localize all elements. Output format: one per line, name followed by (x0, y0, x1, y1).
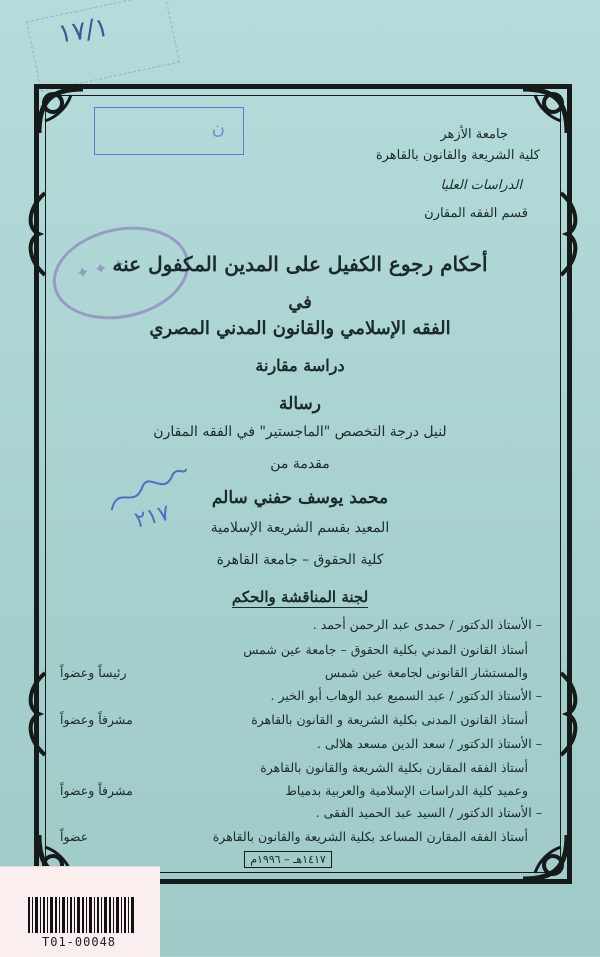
degree-line: لنيل درجة التخصص "الماجستير" في الفقه المقارن (153, 424, 447, 440)
committee-member-name: – الأستاذ الدكتور / حمدى عبد الرحمن أحمد . (312, 617, 542, 632)
barcode-icon (28, 897, 134, 937)
committee-role: رئيساً وعضواً (60, 665, 127, 680)
committee-member-line: أستاذ الفقه المقارن المساعد بكلية الشريعة والقانون بالقاهرة (212, 829, 528, 844)
department-name: قسم الفقه المقارن (424, 206, 528, 221)
title-connector: في (288, 292, 312, 313)
side-ornament-icon (555, 669, 581, 759)
oval-library-stamp: ✦ ✦ ✦ (44, 215, 198, 332)
committee-title (40, 588, 560, 606)
graduate-studies: الدراسات العليا (440, 178, 522, 193)
thesis-title: أحكام رجوع الكفيل على المدين المكفول عنه (112, 252, 488, 276)
handwritten-number: ١٧/١ (56, 12, 111, 50)
committee-member-line: أستاذ الفقه المقارن بكلية الشريعة والقانون بالقاهرة (260, 760, 528, 775)
committee-member-line: أستاذ القانون المدني بكلية الحقوق – جامعة عين شمس (243, 642, 528, 657)
faculty-name: كلية الشريعة والقانون بالقاهرة (375, 148, 540, 163)
thesis-subtitle: الفقه الإسلامي والقانون المدني المصري (149, 318, 451, 339)
author-name: محمد يوسف حفني سالم (211, 488, 389, 508)
committee-member-name: – الأستاذ الدكتور / سعد الدين مسعد هلالى . (316, 736, 542, 751)
corner-ornament-icon (515, 81, 575, 141)
side-ornament-icon (25, 669, 51, 759)
author-faculty: كلية الحقوق – جامعة القاهرة (216, 552, 384, 568)
author-role: المعيد بقسم الشريعة الإسلامية (210, 520, 390, 536)
barcode-number: T01-00048 (42, 935, 117, 949)
committee-role: مشرفاً وعضواً (60, 783, 133, 798)
committee-member-name: – الأستاذ الدكتور / عبد السميع عبد الوهاب أبو الخير . (270, 688, 542, 703)
committee-member-line: والمستشار القانونى لجامعة عين شمس (324, 665, 528, 680)
date-box: ١٤١٧هـ – ١٩٩٦م (244, 851, 332, 868)
thesis-label: رسالة (279, 394, 321, 414)
barcode-sticker (0, 866, 160, 957)
presented-by: مقدمة من (270, 456, 330, 472)
handwritten-annotation: ٢١٧ (101, 460, 206, 552)
committee-role: عضواً (60, 829, 89, 844)
corner-ornament-icon (31, 81, 91, 141)
committee-title-text: لجنة المناقشة والحكم (231, 588, 369, 606)
committee-member-line: أستاذ القانون المدنى بكلية الشريعة و القانون بالقاهرة (251, 712, 528, 727)
university-name: جامعة الأزهر (440, 127, 508, 142)
committee-member-line: وعميد كلية الدراسات الإسلامية والعربية بدمياط (285, 783, 528, 798)
committee-role: مشرفاً وعضواً (60, 712, 133, 727)
committee-member-name: – الأستاذ الدكتور / السيد عبد الحميد الفقى . (315, 805, 542, 820)
library-stamp-box: ن (94, 107, 244, 155)
study-type: دراسة مقارنة (255, 356, 345, 375)
